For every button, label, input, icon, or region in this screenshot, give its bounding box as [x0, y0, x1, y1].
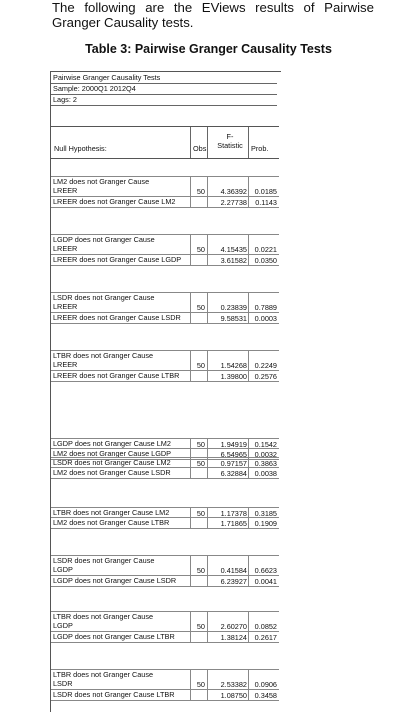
f-statistic-value: 1.17378: [220, 509, 247, 518]
meta-sample: Sample: 2000Q1 2012Q4: [53, 84, 136, 93]
column-divider: [190, 177, 191, 197]
prob-value: 0.3458: [254, 691, 277, 700]
f-statistic-value: 1.71865: [220, 519, 247, 528]
column-divider: [207, 468, 208, 478]
f-statistic-value: 2.53382: [220, 680, 247, 689]
null-hypothesis: LSDR does not Granger Cause LTBR: [53, 690, 175, 699]
table-row: [51, 611, 279, 632]
column-divider: [190, 371, 191, 381]
prob-value: 0.0038: [254, 469, 277, 478]
column-divider: [207, 177, 208, 197]
obs-value: 50: [196, 622, 205, 631]
column-divider: [190, 612, 191, 632]
column-divider: [190, 127, 191, 158]
column-divider: [207, 518, 208, 528]
column-divider: [207, 293, 208, 313]
f-statistic-value: 6.54965: [220, 450, 247, 459]
obs-value: 50: [196, 680, 205, 689]
header-f-line1: F-: [226, 132, 234, 141]
table-row: [51, 196, 279, 208]
f-statistic-value: 2.27738: [220, 198, 247, 207]
null-hypothesis: LTBR does not Granger Cause LM2: [53, 508, 170, 517]
column-divider: [190, 235, 191, 255]
column-divider: [190, 293, 191, 313]
column-divider: [207, 371, 208, 381]
obs-value: 50: [196, 440, 205, 449]
column-divider: [190, 576, 191, 586]
column-divider: [190, 670, 191, 690]
table-row: [51, 575, 279, 587]
f-statistic-value: 1.08750: [220, 691, 247, 700]
f-statistic-value: 0.41584: [220, 566, 247, 575]
prob-value: 0.3863: [254, 459, 277, 468]
null-hypothesis: LGDP does not Granger Cause LSDR: [53, 576, 177, 585]
null-hypothesis: LSDR does not Granger Cause: [53, 293, 155, 302]
table-row: [51, 689, 279, 701]
prob-value: 0.0185: [254, 187, 277, 196]
meta-divider: [51, 94, 277, 95]
column-divider: [248, 127, 249, 158]
column-divider: [207, 576, 208, 586]
f-statistic-value: 4.36392: [220, 187, 247, 196]
prob-value: 0.0041: [254, 577, 277, 586]
table-row: [51, 467, 279, 479]
prob-value: 0.2576: [254, 372, 277, 381]
table-row: [51, 370, 279, 382]
prob-value: 0.0221: [254, 245, 277, 254]
null-hypothesis: LTBR does not Granger Cause: [53, 670, 154, 679]
obs-value: 50: [196, 566, 205, 575]
prob-value: 0.0852: [254, 622, 277, 631]
f-statistic-value: 1.39800: [220, 372, 247, 381]
table-title: Table 3: Pairwise Granger Causality Tests: [85, 42, 332, 56]
table-meta: [51, 72, 277, 106]
f-statistic-value: 3.61582: [220, 256, 247, 265]
null-hypothesis: LM2 does not Granger Cause: [53, 177, 150, 186]
f-statistic-value: 1.38124: [220, 633, 247, 642]
table-header: [51, 126, 279, 159]
prob-value: 0.0906: [254, 680, 277, 689]
column-divider: [190, 351, 191, 371]
f-statistic-value: 4.15435: [220, 245, 247, 254]
null-hypothesis: LREER does not Granger Cause LTBR: [53, 371, 180, 380]
prob-value: 0.2249: [254, 361, 277, 370]
obs-value: 50: [196, 245, 205, 254]
column-divider: [190, 518, 191, 528]
column-divider: [190, 632, 191, 642]
header-null-hypothesis: Null Hypothesis:: [54, 144, 107, 153]
column-divider: [207, 313, 208, 323]
f-statistic-value: 0.97157: [220, 459, 247, 468]
meta-title: Pairwise Granger Causality Tests: [53, 73, 161, 82]
table-row: [51, 631, 279, 643]
null-hypothesis-cont: LREER: [53, 302, 78, 311]
prob-value: 0.3185: [254, 509, 277, 518]
null-hypothesis: LGDP does not Granger Cause: [53, 235, 155, 244]
column-divider: [207, 670, 208, 690]
column-divider: [190, 690, 191, 700]
column-divider: [190, 197, 191, 207]
obs-value: 50: [196, 303, 205, 312]
table-row: [51, 350, 279, 371]
column-divider: [190, 468, 191, 478]
column-divider: [207, 556, 208, 576]
null-hypothesis-cont: LSDR: [53, 679, 73, 688]
prob-value: 0.7889: [254, 303, 277, 312]
table-row: [51, 555, 279, 576]
column-divider: [207, 255, 208, 265]
table-row: [51, 669, 279, 690]
prob-value: 0.1909: [254, 519, 277, 528]
meta-divider: [51, 105, 277, 106]
column-divider: [207, 351, 208, 371]
obs-value: 50: [196, 509, 205, 518]
f-statistic-value: 2.60270: [220, 622, 247, 631]
f-statistic-value: 9.58531: [220, 314, 247, 323]
null-hypothesis: LREER does not Granger Cause LGDP: [53, 255, 182, 264]
table-row: [51, 312, 279, 324]
null-hypothesis-cont: LREER: [53, 244, 78, 253]
table-row: [51, 292, 279, 313]
column-divider: [190, 556, 191, 576]
column-divider: [207, 632, 208, 642]
null-hypothesis: LREER does not Granger Cause LM2: [53, 197, 176, 206]
column-divider: [207, 197, 208, 207]
prob-value: 0.1143: [255, 198, 277, 207]
column-divider: [207, 127, 208, 158]
null-hypothesis: LM2 does not Granger Cause LSDR: [53, 468, 171, 477]
prob-value: 0.2617: [254, 633, 277, 642]
header-f-statistic: [210, 132, 250, 150]
null-hypothesis-cont: LGDP: [53, 621, 73, 630]
header-prob: Prob.: [251, 144, 269, 153]
column-divider: [207, 690, 208, 700]
column-divider: [190, 313, 191, 323]
prob-value: 0.0032: [254, 450, 277, 459]
header-obs: Obs: [193, 144, 207, 153]
table-row: [51, 517, 279, 529]
f-statistic-value: 6.32884: [220, 469, 247, 478]
prob-value: 0.6623: [254, 566, 277, 575]
null-hypothesis: LTBR does not Granger Cause: [53, 612, 154, 621]
column-divider: [190, 255, 191, 265]
f-statistic-value: 1.94919: [220, 440, 247, 449]
null-hypothesis: LGDP does not Granger Cause LTBR: [53, 632, 175, 641]
obs-value: 50: [196, 459, 205, 468]
f-statistic-value: 0.23839: [220, 303, 247, 312]
obs-value: 50: [196, 187, 205, 196]
table-row: [51, 254, 279, 266]
null-hypothesis: LM2 does not Granger Cause LGDP: [53, 449, 172, 458]
f-statistic-value: 1.54268: [220, 361, 247, 370]
prob-value: 0.1542: [254, 440, 277, 449]
column-divider: [207, 612, 208, 632]
f-statistic-value: 6.23927: [220, 577, 247, 586]
null-hypothesis: LREER does not Granger Cause LSDR: [53, 313, 181, 322]
null-hypothesis: LM2 does not Granger Cause LTBR: [53, 518, 170, 527]
null-hypothesis: LSDR does not Granger Cause LM2: [53, 458, 171, 467]
prob-value: 0.0003: [254, 314, 277, 323]
null-hypothesis-cont: LGDP: [53, 565, 73, 574]
intro-paragraph: The following are the EViews results of Pairwise Granger Causality tests.: [52, 0, 374, 30]
obs-value: 50: [196, 361, 205, 370]
prob-value: 0.0350: [254, 256, 277, 265]
null-hypothesis: LGDP does not Granger Cause LM2: [53, 439, 171, 448]
null-hypothesis-cont: LREER: [53, 186, 78, 195]
meta-lags: Lags: 2: [53, 95, 77, 104]
header-f-line2: Statistic: [217, 141, 243, 150]
column-divider: [207, 235, 208, 255]
null-hypothesis-cont: LREER: [53, 360, 78, 369]
null-hypothesis: LSDR does not Granger Cause: [53, 556, 155, 565]
table-row: [51, 234, 279, 255]
null-hypothesis: LTBR does not Granger Cause: [53, 351, 154, 360]
table-row: [51, 176, 279, 197]
